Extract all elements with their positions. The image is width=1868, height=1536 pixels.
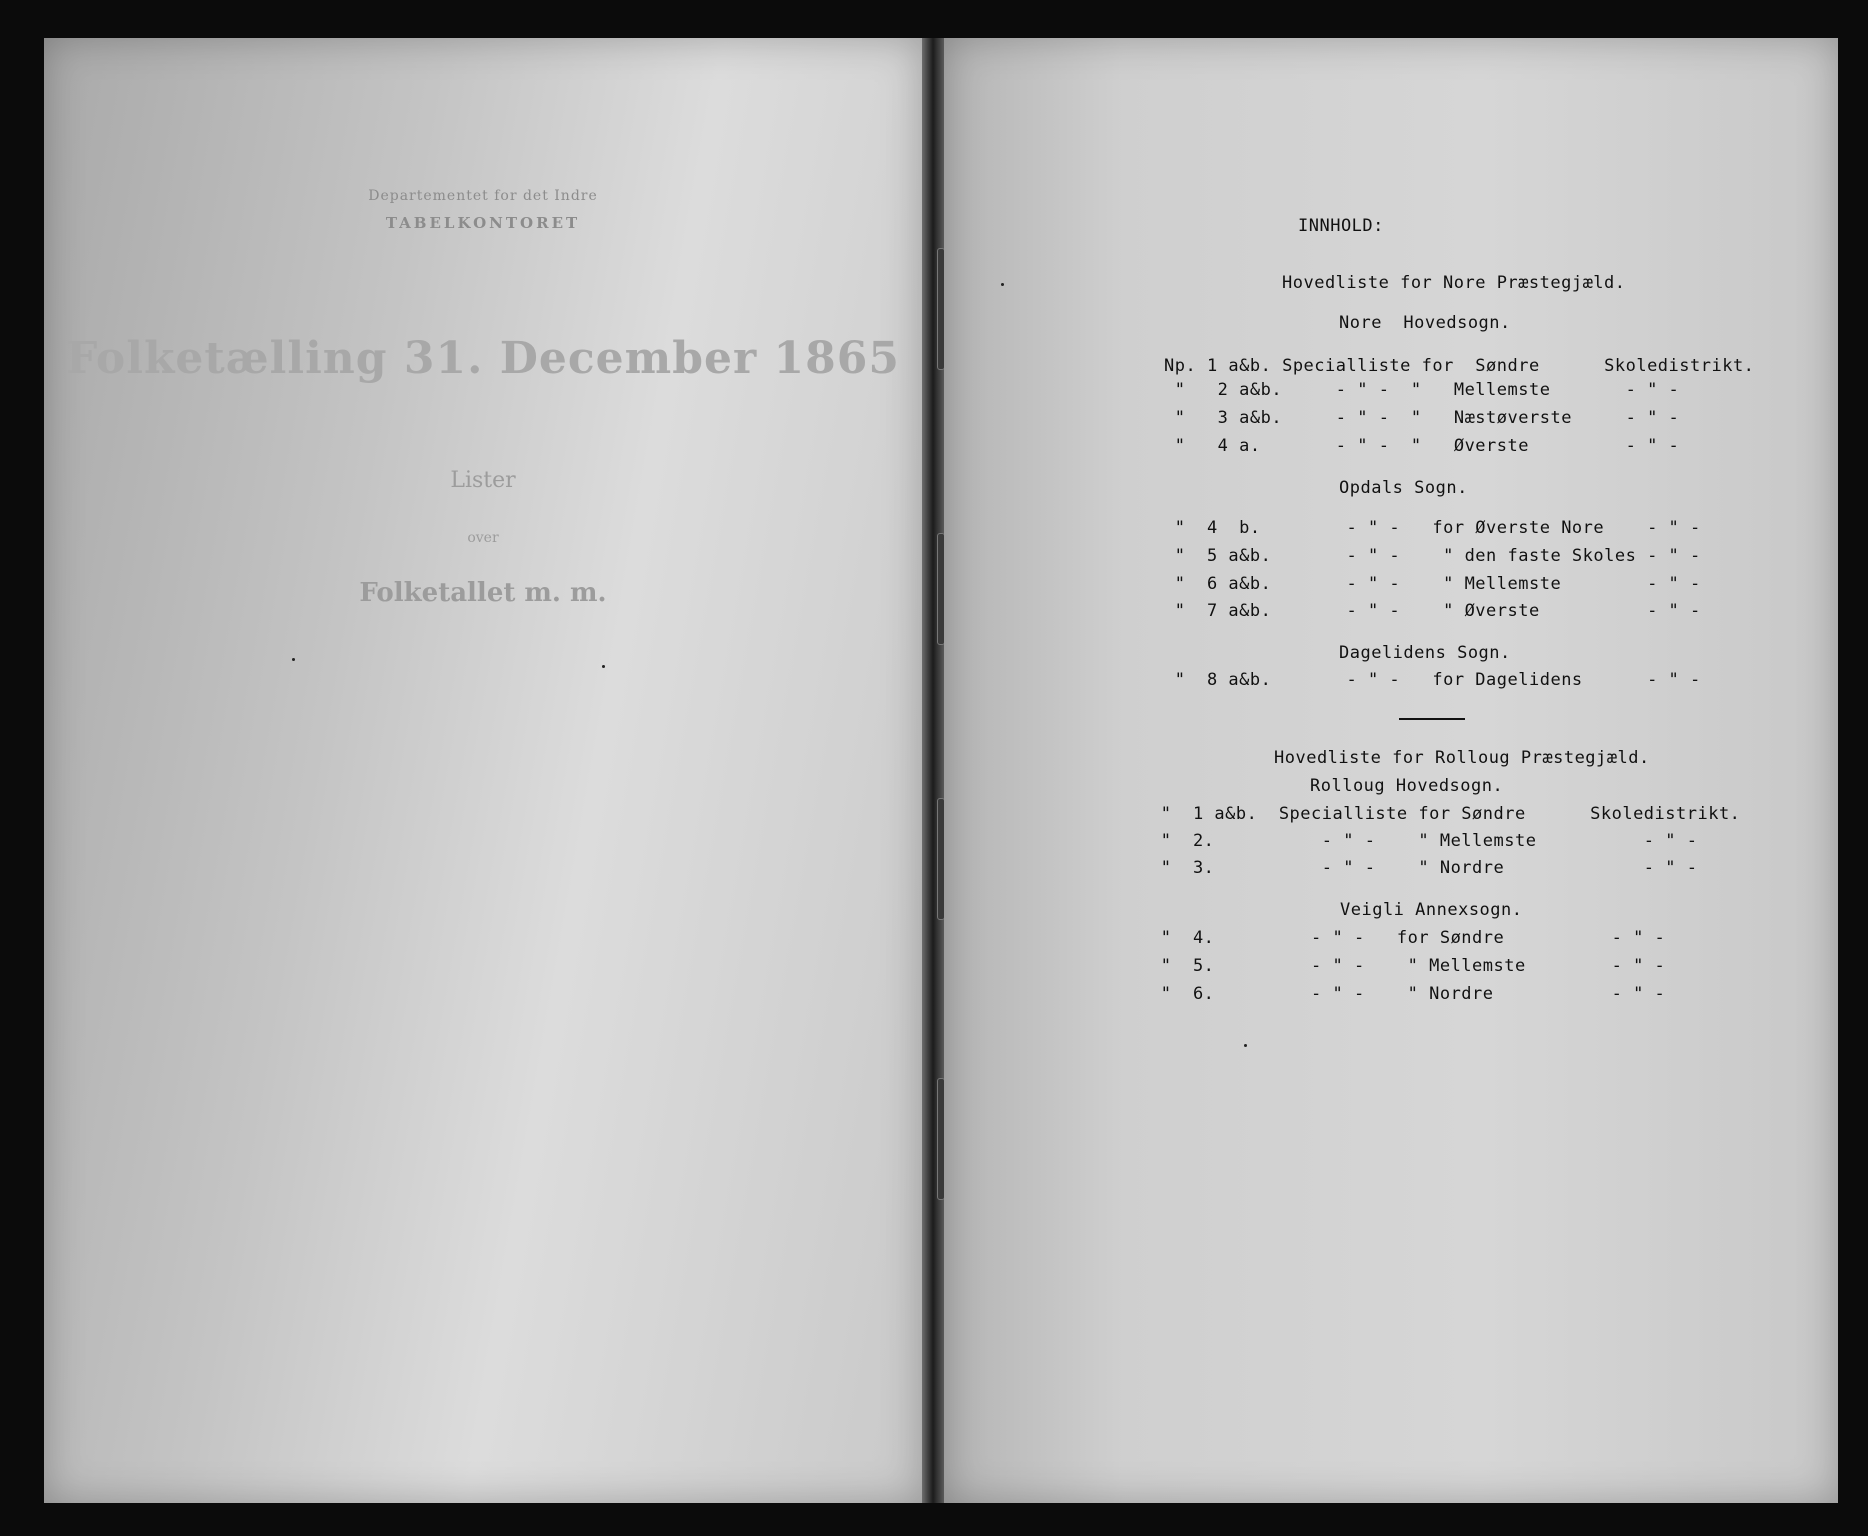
department-stamp-line-1: Departementet for det Indre xyxy=(368,188,598,204)
content-line: " 2. - " - " Mellemste - " - xyxy=(1150,831,1698,851)
content-line: " 6. - " - " Nordre - " - xyxy=(1150,984,1666,1004)
content-line: " 4. - " - for Søndre - " - xyxy=(1150,928,1666,948)
content-line: " 7 a&b. - " - " Øverste - " - xyxy=(1164,601,1701,621)
content-line: Rolloug Hovedsogn. xyxy=(1310,776,1504,796)
content-line: Hovedliste for Rolloug Præstegjæld. xyxy=(1274,748,1650,768)
page-speck xyxy=(1244,1044,1247,1047)
department-stamp-line-2: TABELKONTORET xyxy=(385,214,581,232)
content-line: " 5. - " - " Mellemste - " - xyxy=(1150,956,1666,976)
content-line: " 6 a&b. - " - " Mellemste - " - xyxy=(1164,574,1701,594)
census-title: Folketælling 31. December 1865 xyxy=(66,333,900,384)
content-line: " 5 a&b. - " - " den faste Skoles - " - xyxy=(1164,546,1701,566)
content-line: Dagelidens Sogn. xyxy=(1339,643,1511,663)
page-speck xyxy=(292,658,295,661)
left-page xyxy=(44,38,922,1503)
content-line: " 2 a&b. - " - " Mellemste - " - xyxy=(1164,380,1680,400)
content-line: " 4 a. - " - " Øverste - " - xyxy=(1164,436,1680,456)
content-line: Np. 1 a&b. Specialliste for Søndre Skoledistrikt. xyxy=(1164,356,1755,376)
content-line: " 8 a&b. - " - for Dagelidens - " - xyxy=(1164,670,1701,690)
content-line: " 4 b. - " - for Øverste Nore - " - xyxy=(1164,518,1701,538)
page-speck xyxy=(602,665,605,668)
content-line: Veigli Annexsogn. xyxy=(1340,900,1523,920)
content-line: " 3 a&b. - " - " Næstøverste - " - xyxy=(1164,408,1680,428)
page-speck xyxy=(1001,283,1004,286)
content-line: " 1 a&b. Specialliste for Søndre Skoledistrikt. xyxy=(1150,804,1741,824)
book-spread xyxy=(44,38,1838,1503)
right-page xyxy=(944,38,1838,1503)
content-line: Hovedliste for Nore Præstegjæld. xyxy=(1282,273,1626,293)
section-divider xyxy=(1399,718,1465,720)
content-line: Opdals Sogn. xyxy=(1339,478,1468,498)
content-line: " 3. - " - " Nordre - " - xyxy=(1150,858,1698,878)
contents-heading: INNHOLD: xyxy=(1298,216,1384,236)
content-line: Nore Hovedsogn. xyxy=(1339,313,1511,333)
subtitle-lister: Lister xyxy=(450,468,516,493)
subtitle-over: over xyxy=(467,530,499,546)
subtitle-folketallet: Folketallet m. m. xyxy=(359,578,607,608)
